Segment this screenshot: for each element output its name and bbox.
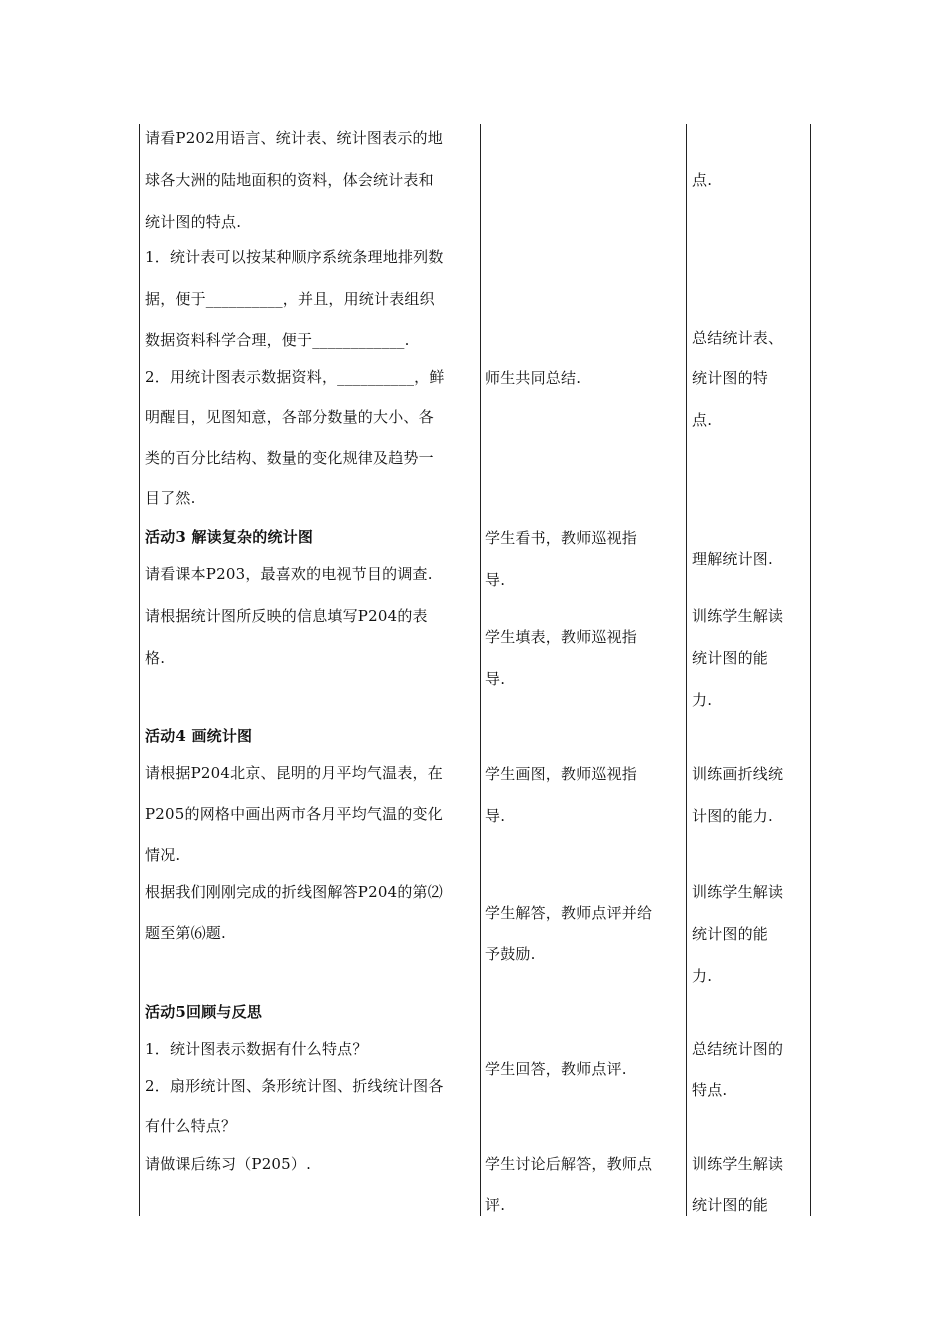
col3-line-10: 计图的能力. [692,807,773,825]
col3-line-2: 总结统计表、 [692,329,784,347]
activity-3-line-2: 请根据统计图所反映的信息填写P204的表 [145,607,428,625]
table-border-col2 [480,124,481,1216]
activity-3-line-3: 格. [145,649,166,667]
col1-summary-line-6: 类的百分比结构、数量的变化规律及趋势一 [145,449,434,467]
col3-line-3: 统计图的特 [692,369,769,387]
col2-line-12: 评. [485,1196,506,1214]
col3-line-15: 特点. [692,1081,728,1099]
col3-line-9: 训练画折线统 [692,765,784,783]
col3-line-13: 力. [692,967,713,985]
activity-5-line-1: 1．统计图表示数据有什么特点？ [145,1040,368,1058]
activity-3-title: 活动3 解读复杂的统计图 [145,528,314,546]
col2-line-2: 学生看书，教师巡视指 [485,529,638,547]
col1-summary-line-4: 2．用统计图表示数据资料，__________，鲜 [145,368,445,386]
col3-line-6: 训练学生解读 [692,607,784,625]
col2-line-11: 学生讨论后解答，教师点 [485,1155,653,1173]
activity-5-line-2: 2．扇形统计图、条形统计图、折线统计图各 [145,1077,444,1095]
table-border-col3 [686,124,687,1216]
activity-4-line-5: 题至第⑹题. [145,924,226,942]
col1-summary-line-7: 目了然. [145,489,196,507]
col3-line-16: 训练学生解读 [692,1155,784,1173]
col2-line-3: 导. [485,571,506,589]
col3-line-14: 总结统计图的 [692,1040,784,1058]
col3-line-17: 统计图的能 [692,1196,769,1214]
activity-4-line-4: 根据我们刚刚完成的折线图解答P204的第⑵ [145,883,443,901]
activity-3-line-1: 请看课本P203，最喜欢的电视节目的调查. [145,565,433,583]
col1-intro-line-3: 统计图的特点. [145,213,242,231]
col3-line-4: 点. [692,411,713,429]
col2-line-7: 导. [485,807,506,825]
activity-5-line-4: 请做课后练习（P205）. [145,1155,312,1173]
activity-4-line-1: 请根据P204北京、昆明的月平均气温表，在 [145,764,443,782]
col2-line-10: 学生回答，教师点评. [485,1060,627,1078]
activity-4-line-3: 情况. [145,846,181,864]
col1-summary-line-1: 1．统计表可以按某种顺序系统条理地排列数 [145,248,444,266]
col3-line-12: 统计图的能 [692,925,769,943]
col1-summary-line-3: 数据资料科学合理，便于____________. [145,331,410,349]
col1-intro-line-1: 请看P202用语言、统计表、统计图表示的地 [145,129,443,147]
activity-4-title: 活动4 画统计图 [145,727,253,745]
col3-line-5: 理解统计图. [692,550,773,568]
table-border-left [139,124,140,1216]
col3-line-11: 训练学生解读 [692,883,784,901]
col2-line-4: 学生填表，教师巡视指 [485,628,638,646]
col2-line-1: 师生共同总结. [485,369,582,387]
col1-summary-line-2: 据，便于__________，并且，用统计表组织 [145,290,435,308]
activity-4-line-2: P205的网格中画出两市各月平均气温的变化 [145,805,443,823]
col2-line-8: 学生解答，教师点评并给 [485,904,653,922]
activity-5-title: 活动5回顾与反思 [145,1003,263,1021]
col2-line-9: 予鼓励. [485,945,536,963]
col1-intro-line-2: 球各大洲的陆地面积的资料，体会统计表和 [145,171,434,189]
col2-line-5: 导. [485,670,506,688]
table-border-right [810,124,811,1216]
activity-5-line-3: 有什么特点？ [145,1117,237,1135]
col3-line-1: 点. [692,171,713,189]
col2-line-6: 学生画图，教师巡视指 [485,765,638,783]
col1-summary-line-5: 明醒目，见图知意，各部分数量的大小、各 [145,408,434,426]
col3-line-7: 统计图的能 [692,649,769,667]
col3-line-8: 力. [692,691,713,709]
